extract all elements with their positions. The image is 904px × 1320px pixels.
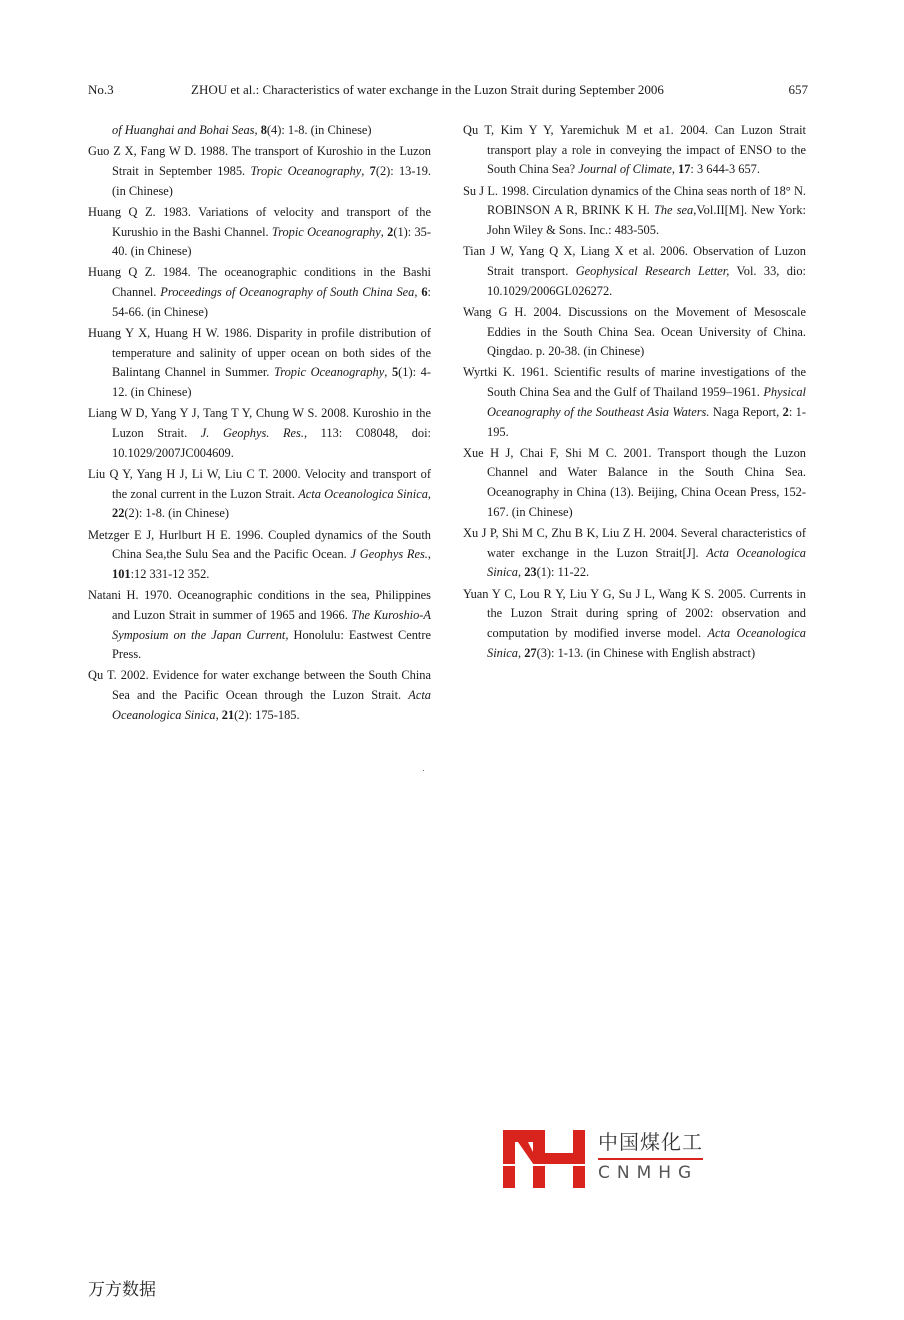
reference-text: Huang Y X, Huang H W. 1986. Disparity in profile distribution of temperature and salinity of upper ocean on both sides of the Balintang Channel in Summer. [88, 326, 431, 380]
reference-text: , [384, 365, 392, 380]
speck-mark [423, 770, 424, 771]
reference-text: , [427, 486, 431, 501]
reference-entry [88, 324, 431, 403]
reference-journal: Proceedings of Oceanography of South China Sea [160, 285, 415, 300]
reference-journal: Physical Oceanography of the Southeast Asia Waters. [487, 385, 806, 419]
reference-text: (2): 175-185. [234, 707, 300, 722]
reference-text: , [517, 645, 525, 660]
reference-entry [463, 242, 806, 301]
reference-journal: Geophysical Research Letter, [575, 263, 730, 278]
reference-journal: Acta Oceanologica Sinica [112, 688, 431, 722]
reference-journal: Tropic Oceanography [274, 365, 385, 380]
reference-text: :12 331-12 352. [130, 566, 210, 581]
logo-gap-line [500, 1164, 590, 1166]
reference-text: Tian J W, Yang Q X, Liang X et al. 2006. Observation of Luzon Strait transport. [463, 244, 806, 278]
reference-text: Huang Q Z. 1984. The oceanographic conditions in the Bashi Channel. [88, 265, 431, 300]
reference-entry [463, 444, 806, 523]
reference-text: Su J L. 1998. Circulation dynamics of the China seas north of 18° N. ROBINSON A R, BRINK K H. [463, 183, 806, 218]
reference-entry [88, 666, 431, 725]
reference-text: Guo Z X, Fang W D. 1988. The transport of Kuroshio in the Luzon Strait in September 1985. [88, 144, 431, 178]
reference-text: Qu T, Kim Y Y, Yaremichuk M et a1. 2004. Can Luzon Strait transport play a role in conveying the impact of ENSO to the South China Sea? [463, 123, 806, 177]
reference-text: Vol. 33, dio: 10.1029/2006GL026272. [487, 263, 807, 298]
reference-text: Liu Q Y, Yang H J, Li W, Liu C T. 2000. Velocity and transport of the zonal current in the Luzon Strait. [88, 466, 431, 501]
wanfang-watermark: 万方数据 [88, 1280, 156, 1300]
reference-text: Liang W D, Yang Y J, Tang T Y, Chung W S. 2008. Kuroshio in the Luzon Strait. [88, 406, 431, 441]
reference-volume: 7 [369, 163, 376, 178]
reference-text: Honolulu: Eastwest Centre Press. [112, 627, 431, 662]
reference-entry [88, 404, 431, 463]
reference-volume: 2 [387, 224, 394, 239]
page-number: 657 [788, 82, 808, 97]
reference-journal: Acta Oceanologica Sinica [487, 545, 807, 580]
reference-text: (1): 4-12. (in Chinese) [112, 365, 431, 400]
reference-volume: 2 [782, 404, 789, 419]
reference-text: Wyrtki K. 1961. Scientific results of marine investigations of the South China Sea and the Gulf of Thailand 1959–1961. [463, 365, 806, 400]
reference-entry [463, 585, 806, 664]
reference-text: , [361, 163, 370, 178]
reference-text: Natani H. 1970. Oceanographic conditions in the sea, Philippines and Luzon Strait in summer of 1965 and 1966. [88, 588, 431, 622]
reference-volume: 5 [391, 365, 399, 380]
reference-text: (1): 11-22. [536, 565, 590, 580]
reference-entry [463, 524, 806, 583]
reference-text: Xu J P, Shi M C, Zhu B K, Liu Z H. 2004. Several characteristics of water exchange in the Luzon Strait[J]. [463, 526, 806, 560]
logo-chinese-name: 中国煤化工 [598, 1130, 703, 1154]
reference-entry [463, 303, 806, 362]
reference-entry [88, 142, 431, 201]
running-title: ZHOU et al.: Characteristics of water exchange in the Luzon Strait during September 2006 [191, 82, 664, 97]
reference-text: (3): 1-13. (in Chinese with English abstract) [536, 645, 756, 660]
reference-text: : 54-66. (in Chinese) [112, 285, 431, 319]
reference-volume: 8 [260, 123, 267, 137]
reference-volume: 101 [112, 566, 131, 581]
reference-entry [463, 121, 806, 180]
reference-volume: 22 [112, 506, 125, 521]
reference-journal: Acta Oceanologica Sinica [487, 626, 807, 660]
reference-text: Naga Report, [709, 404, 783, 419]
reference-entry [88, 263, 431, 322]
reference-text: Wang G H. 2004. Discussions on the Movement of Mesoscale Eddies in the South China Sea. Ocean University of China. Qingdao. p. 20-38. (in Chinese) [463, 304, 806, 359]
reference-entry [88, 586, 431, 665]
mh-logo-icon [500, 1124, 590, 1194]
reference-volume: 21 [221, 707, 235, 722]
reference-journal: J Geophys Res. [350, 547, 428, 562]
reference-text: : 1-195. [487, 404, 806, 439]
reference-text: , [254, 123, 261, 137]
reference-journal: J. Geophys. Res. [200, 426, 304, 441]
reference-text: ,Vol.II[M]. New York: John Wiley & Sons. Inc.: 483-505. [487, 203, 807, 238]
reference-journal: The Kuroshio-A Symposium on the Japan Current, [112, 607, 431, 642]
reference-entry [463, 363, 806, 442]
reference-volume: 23 [524, 565, 537, 580]
reference-journal: The sea [653, 203, 694, 218]
reference-text: Xue H J, Chai F, Shi M C. 2001. Transport though the Luzon Channel and Water Balance in the South China Sea. Oceanography in China (13). Beijing, China Ocean Press, 152-167. (in Chinese) [463, 445, 806, 519]
reference-entry [88, 121, 431, 141]
reference-text: (4): 1-8. (in Chinese) [266, 123, 372, 137]
issue-number: No.3 [88, 82, 114, 97]
reference-text: , [517, 565, 525, 580]
reference-text: : 3 644-3 657. [690, 162, 760, 177]
reference-text: Metzger E J, Hurlburt H E. 1996. Coupled dynamics of the South China Sea,the Sulu Sea and the Pacific Ocean. [88, 527, 431, 562]
reference-text: , [671, 162, 679, 177]
reference-text: Yuan Y C, Lou R Y, Liu Y G, Su J L, Wang K S. 2005. Currents in the Luzon Strait during spring of 2002: observation and computation by modified inverse model. [463, 586, 806, 641]
reference-text: (2): 13-19. (in Chinese) [112, 163, 431, 198]
reference-text: , [427, 547, 431, 562]
references-right-column [463, 121, 806, 665]
reference-entry [88, 203, 431, 262]
reference-text: , [414, 285, 422, 300]
logo-crossbar [545, 1153, 573, 1165]
logo-english-name: CNMHG [598, 1163, 699, 1183]
reference-text: , 113: C08048, doi: 10.1029/2007JC004609. [112, 426, 431, 460]
reference-text: (2): 1-8. (in Chinese) [124, 506, 229, 521]
reference-text: Huang Q Z. 1983. Variations of velocity and transport of the Kurushio in the Bashi Channel. [88, 204, 431, 239]
reference-entry [463, 182, 806, 241]
reference-journal: Tropic Oceanography [271, 224, 381, 239]
reference-entry [88, 465, 431, 524]
running-header [88, 82, 808, 102]
reference-journal: Acta Oceanologica Sinica [298, 486, 428, 501]
logo-right-bar [573, 1130, 585, 1188]
reference-volume: 6 [421, 285, 428, 300]
reference-text: (1): 35-40. (in Chinese) [112, 224, 431, 259]
reference-entry [88, 526, 431, 585]
reference-text: , [380, 224, 388, 239]
references-left-column [88, 121, 431, 727]
logo-divider [598, 1158, 703, 1160]
reference-journal: Journal of Climate [578, 162, 672, 177]
cnmhg-logo [500, 1124, 720, 1194]
reference-volume: 17 [678, 162, 691, 177]
reference-journal: of Huanghai and Bohai Seas [112, 123, 255, 137]
reference-volume: 27 [524, 645, 537, 660]
reference-journal: Tropic Oceanography [250, 163, 362, 178]
reference-text: , [215, 707, 222, 722]
reference-text: Qu T. 2002. Evidence for water exchange between the South China Sea and the Pacific Ocean through the Luzon Strait. [88, 668, 431, 703]
